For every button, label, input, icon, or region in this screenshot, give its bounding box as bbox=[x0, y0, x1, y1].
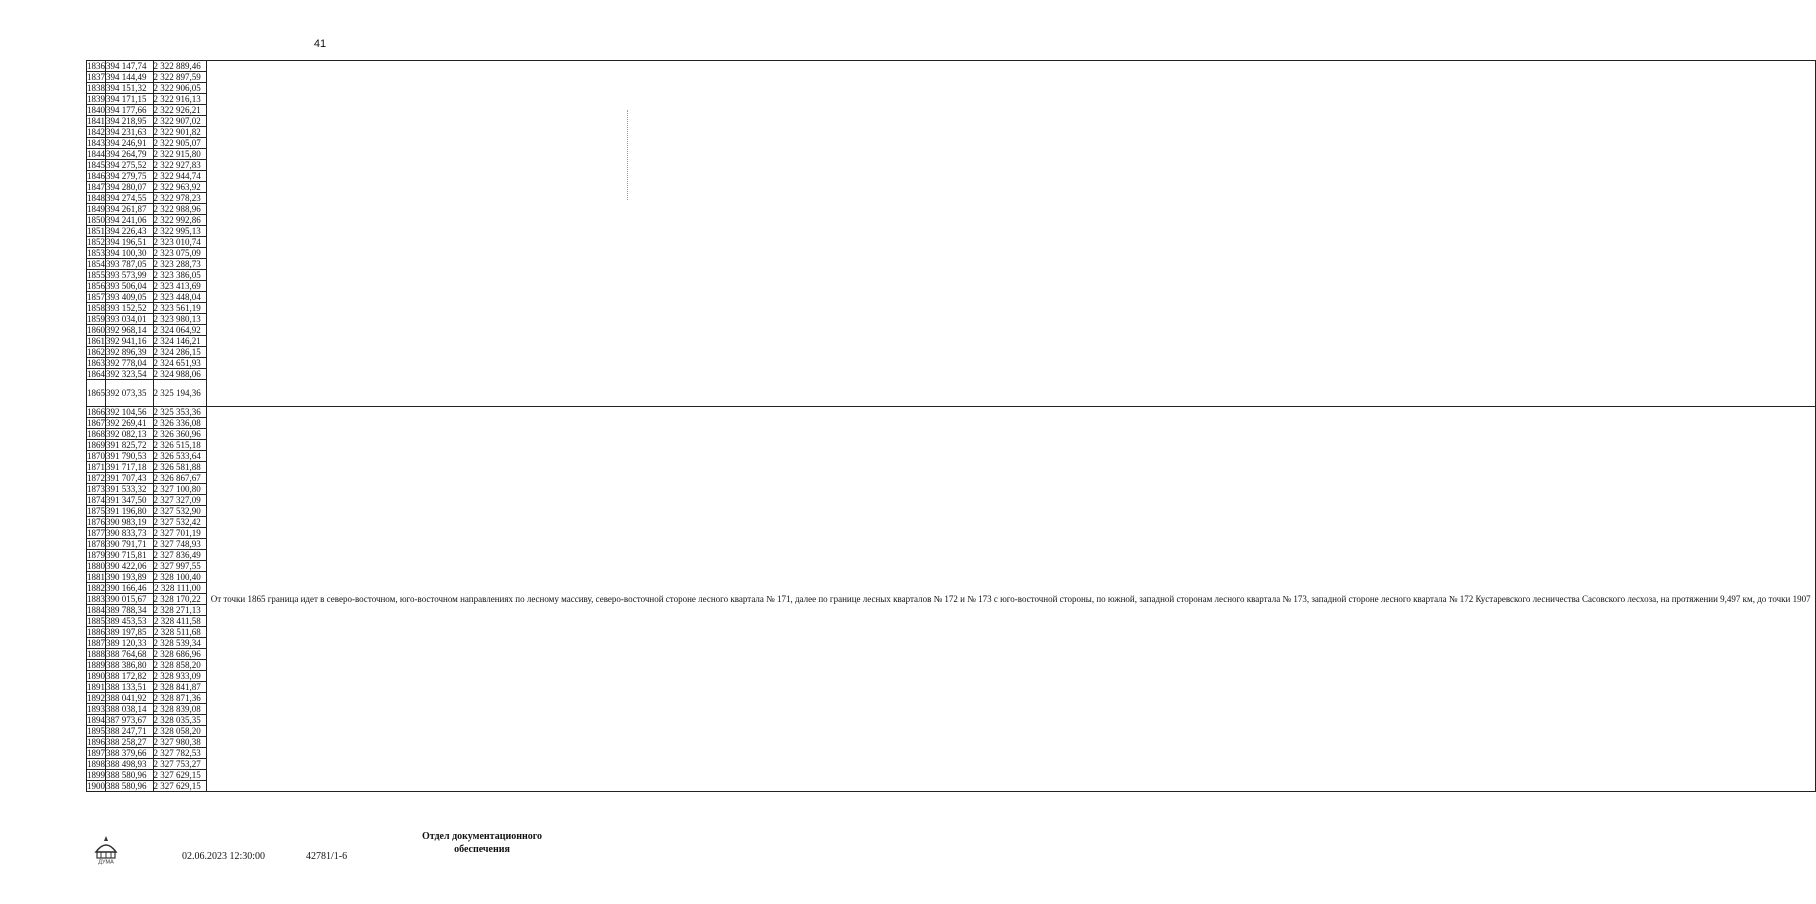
x-coordinate: 394 218,95 bbox=[106, 116, 154, 127]
x-coordinate: 389 197,85 bbox=[106, 627, 154, 638]
duma-logo-icon bbox=[90, 834, 122, 864]
y-coordinate: 2 328 686,96 bbox=[153, 649, 206, 660]
point-number: 1861 bbox=[87, 336, 105, 346]
y-coordinate: 2 323 288,73 bbox=[153, 259, 206, 270]
x-coordinate: 393 152,52 bbox=[106, 303, 154, 314]
y-coordinate: 2 322 963,92 bbox=[153, 182, 206, 193]
x-coordinate: 393 787,05 bbox=[106, 259, 154, 270]
y-coordinate: 2 322 978,23 bbox=[153, 193, 206, 204]
x-coordinate: 394 100,30 bbox=[106, 248, 154, 259]
y-coordinate: 2 328 841,87 bbox=[153, 682, 206, 693]
y-coordinate: 2 322 992,86 bbox=[153, 215, 206, 226]
y-coordinate: 2 322 906,05 bbox=[153, 83, 206, 94]
footer-document-code: 42781/1-6 bbox=[306, 851, 348, 862]
y-coordinate: 2 322 905,07 bbox=[153, 138, 206, 149]
point-number: 1863 bbox=[87, 358, 105, 368]
x-coordinate: 388 386,80 bbox=[106, 660, 154, 671]
y-coordinate: 2 322 901,82 bbox=[153, 127, 206, 138]
point-number: 1853 bbox=[87, 248, 105, 258]
point-number: 1858 bbox=[87, 303, 105, 313]
y-coordinate: 2 322 927,83 bbox=[153, 160, 206, 171]
point-number: 1845 bbox=[87, 160, 105, 170]
x-coordinate: 394 147,74 bbox=[106, 61, 154, 72]
x-coordinate: 388 580,96 bbox=[106, 781, 154, 792]
y-coordinate: 2 324 988,06 bbox=[153, 369, 206, 380]
x-coordinate: 391 790,53 bbox=[106, 451, 154, 462]
point-number: 1840 bbox=[87, 105, 105, 115]
y-coordinate: 2 327 748,93 bbox=[153, 539, 206, 550]
y-coordinate: 2 322 988,96 bbox=[153, 204, 206, 215]
y-coordinate: 2 322 889,46 bbox=[153, 61, 206, 72]
y-coordinate: 2 327 836,49 bbox=[153, 550, 206, 561]
x-coordinate: 392 269,41 bbox=[106, 418, 154, 429]
point-number: 1876 bbox=[87, 517, 105, 527]
x-coordinate: 393 034,01 bbox=[106, 314, 154, 325]
y-coordinate: 2 323 010,74 bbox=[153, 237, 206, 248]
x-coordinate: 388 041,92 bbox=[106, 693, 154, 704]
y-coordinate: 2 322 907,02 bbox=[153, 116, 206, 127]
y-coordinate: 2 327 629,15 bbox=[153, 770, 206, 781]
x-coordinate: 391 717,18 bbox=[106, 462, 154, 473]
x-coordinate: 394 261,87 bbox=[106, 204, 154, 215]
point-number: 1854 bbox=[87, 259, 105, 269]
point-number: 1841 bbox=[87, 116, 105, 126]
x-coordinate: 391 825,72 bbox=[106, 440, 154, 451]
y-coordinate: 2 322 995,13 bbox=[153, 226, 206, 237]
point-number: 1878 bbox=[87, 539, 105, 549]
y-coordinate: 2 328 539,34 bbox=[153, 638, 206, 649]
x-coordinate: 389 788,34 bbox=[106, 605, 154, 616]
point-number: 1836 bbox=[87, 61, 105, 71]
y-coordinate: 2 322 915,80 bbox=[153, 149, 206, 160]
x-coordinate: 387 973,67 bbox=[106, 715, 154, 726]
y-coordinate: 2 323 413,69 bbox=[153, 281, 206, 292]
x-coordinate: 388 133,51 bbox=[106, 682, 154, 693]
x-coordinate: 388 247,71 bbox=[106, 726, 154, 737]
table-row bbox=[87, 407, 1816, 418]
x-coordinate: 394 241,06 bbox=[106, 215, 154, 226]
page-number: 41 bbox=[313, 38, 327, 50]
boundary-description: От точки 1865 граница идет в северо-восточном, юго-восточном направлениях по лесному массиву, северо-восточной стороне лесного квартала № 171, далее по границе лесных кварталов № 172 и № 173 с юго-восточной стороны, по южной, западной сторонам лесного квартала № 173, западной стороне лесного квартала № 172 Кустаревского лесничества Сасовского лесхоза, на протяжении 9,497 км, до точки 1907 bbox=[206, 407, 1815, 792]
y-coordinate: 2 327 997,55 bbox=[153, 561, 206, 572]
x-coordinate: 394 280,07 bbox=[106, 182, 154, 193]
point-number: 1891 bbox=[87, 682, 105, 692]
point-number: 1884 bbox=[87, 605, 105, 615]
x-coordinate: 394 264,79 bbox=[106, 149, 154, 160]
point-number: 1865 bbox=[87, 380, 106, 407]
y-coordinate: 2 323 386,05 bbox=[153, 270, 206, 281]
x-coordinate: 392 778,04 bbox=[106, 358, 154, 369]
point-number: 1870 bbox=[87, 451, 105, 461]
point-number: 1877 bbox=[87, 528, 105, 538]
point-number: 1886 bbox=[87, 627, 105, 637]
y-coordinate: 2 328 111,00 bbox=[153, 583, 206, 594]
y-coordinate: 2 327 327,09 bbox=[153, 495, 206, 506]
footer-date: 02.06.2023 12:30:00 bbox=[182, 851, 266, 862]
y-coordinate: 2 328 858,20 bbox=[153, 660, 206, 671]
x-coordinate: 389 453,53 bbox=[106, 616, 154, 627]
point-number: 1898 bbox=[87, 759, 105, 769]
y-coordinate: 2 327 782,53 bbox=[153, 748, 206, 759]
x-coordinate: 394 246,91 bbox=[106, 138, 154, 149]
y-coordinate: 2 323 561,19 bbox=[153, 303, 206, 314]
y-coordinate: 2 323 075,09 bbox=[153, 248, 206, 259]
point-number: 1883 bbox=[87, 594, 105, 604]
point-number: 1873 bbox=[87, 484, 105, 494]
point-number: 1839 bbox=[87, 94, 105, 104]
y-coordinate: 2 324 286,15 bbox=[153, 347, 206, 358]
point-number: 1837 bbox=[87, 72, 105, 82]
boundary-description-empty bbox=[206, 61, 1815, 407]
table-row bbox=[87, 61, 1816, 72]
point-number: 1893 bbox=[87, 704, 105, 714]
x-coordinate: 394 226,43 bbox=[106, 226, 154, 237]
x-coordinate: 391 196,80 bbox=[106, 506, 154, 517]
point-number: 1890 bbox=[87, 671, 105, 681]
department-stamp: Отдел документационного обеспечения bbox=[421, 831, 543, 855]
y-coordinate: 2 328 933,09 bbox=[153, 671, 206, 682]
y-coordinate: 2 325 194,36 bbox=[153, 380, 206, 407]
x-coordinate: 394 151,32 bbox=[106, 83, 154, 94]
y-coordinate: 2 323 980,13 bbox=[153, 314, 206, 325]
y-coordinate: 2 328 058,20 bbox=[153, 726, 206, 737]
y-coordinate: 2 328 511,68 bbox=[153, 627, 206, 638]
x-coordinate: 389 120,33 bbox=[106, 638, 154, 649]
point-number: 1879 bbox=[87, 550, 105, 560]
point-number: 1847 bbox=[87, 182, 105, 192]
y-coordinate: 2 327 100,80 bbox=[153, 484, 206, 495]
x-coordinate: 390 166,46 bbox=[106, 583, 154, 594]
svg-text:ДУМА: ДУМА bbox=[98, 859, 114, 866]
y-coordinate: 2 323 448,04 bbox=[153, 292, 206, 303]
x-coordinate: 394 275,52 bbox=[106, 160, 154, 171]
y-coordinate: 2 322 926,21 bbox=[153, 105, 206, 116]
x-coordinate: 394 231,63 bbox=[106, 127, 154, 138]
point-number: 1868 bbox=[87, 429, 105, 439]
x-coordinate: 390 422,06 bbox=[106, 561, 154, 572]
y-coordinate: 2 322 916,13 bbox=[153, 94, 206, 105]
y-coordinate: 2 325 353,36 bbox=[153, 407, 206, 418]
y-coordinate: 2 328 839,08 bbox=[153, 704, 206, 715]
y-coordinate: 2 324 651,93 bbox=[153, 358, 206, 369]
y-coordinate: 2 322 944,74 bbox=[153, 171, 206, 182]
x-coordinate: 394 196,51 bbox=[106, 237, 154, 248]
point-number: 1855 bbox=[87, 270, 105, 280]
point-number: 1864 bbox=[87, 369, 105, 379]
y-coordinate: 2 327 532,42 bbox=[153, 517, 206, 528]
point-number: 1843 bbox=[87, 138, 105, 148]
point-number: 1851 bbox=[87, 226, 105, 236]
point-number: 1859 bbox=[87, 314, 105, 324]
x-coordinate: 391 347,50 bbox=[106, 495, 154, 506]
point-number: 1848 bbox=[87, 193, 105, 203]
point-number: 1856 bbox=[87, 281, 105, 291]
point-number: 1860 bbox=[87, 325, 105, 335]
point-number: 1889 bbox=[87, 660, 105, 670]
point-number: 1892 bbox=[87, 693, 105, 703]
y-coordinate: 2 326 533,64 bbox=[153, 451, 206, 462]
point-number: 1857 bbox=[87, 292, 105, 302]
point-number: 1846 bbox=[87, 171, 105, 181]
point-number: 1867 bbox=[87, 418, 105, 428]
x-coordinate: 391 533,32 bbox=[106, 484, 154, 495]
x-coordinate: 390 833,73 bbox=[106, 528, 154, 539]
y-coordinate: 2 327 753,27 bbox=[153, 759, 206, 770]
x-coordinate: 392 073,35 bbox=[106, 380, 154, 407]
x-coordinate: 392 968,14 bbox=[106, 325, 154, 336]
x-coordinate: 390 193,89 bbox=[106, 572, 154, 583]
x-coordinate: 390 791,71 bbox=[106, 539, 154, 550]
y-coordinate: 2 327 980,38 bbox=[153, 737, 206, 748]
point-number: 1897 bbox=[87, 748, 105, 758]
point-number: 1885 bbox=[87, 616, 105, 626]
x-coordinate: 388 764,68 bbox=[106, 649, 154, 660]
x-coordinate: 388 580,96 bbox=[106, 770, 154, 781]
point-number: 1869 bbox=[87, 440, 105, 450]
point-number: 1852 bbox=[87, 237, 105, 247]
point-number: 1875 bbox=[87, 506, 105, 516]
x-coordinate: 394 274,55 bbox=[106, 193, 154, 204]
y-coordinate: 2 327 701,19 bbox=[153, 528, 206, 539]
point-number: 1882 bbox=[87, 583, 105, 593]
point-number: 1894 bbox=[87, 715, 105, 725]
y-coordinate: 2 328 871,36 bbox=[153, 693, 206, 704]
x-coordinate: 390 715,81 bbox=[106, 550, 154, 561]
x-coordinate: 393 409,05 bbox=[106, 292, 154, 303]
x-coordinate: 392 082,13 bbox=[106, 429, 154, 440]
y-coordinate: 2 324 064,92 bbox=[153, 325, 206, 336]
y-coordinate: 2 322 897,59 bbox=[153, 72, 206, 83]
x-coordinate: 393 506,04 bbox=[106, 281, 154, 292]
point-number: 1900 bbox=[87, 781, 105, 791]
point-number: 1838 bbox=[87, 83, 105, 93]
point-number: 1874 bbox=[87, 495, 105, 505]
y-coordinate: 2 326 360,96 bbox=[153, 429, 206, 440]
x-coordinate: 393 573,99 bbox=[106, 270, 154, 281]
x-coordinate: 391 707,43 bbox=[106, 473, 154, 484]
point-number: 1887 bbox=[87, 638, 105, 648]
point-number: 1844 bbox=[87, 149, 105, 159]
y-coordinate: 2 328 170,22 bbox=[153, 594, 206, 605]
x-coordinate: 392 896,39 bbox=[106, 347, 154, 358]
x-coordinate: 394 171,15 bbox=[106, 94, 154, 105]
x-coordinate: 392 941,16 bbox=[106, 336, 154, 347]
y-coordinate: 2 327 532,90 bbox=[153, 506, 206, 517]
x-coordinate: 390 983,19 bbox=[106, 517, 154, 528]
point-number: 1896 bbox=[87, 737, 105, 747]
point-number: 1872 bbox=[87, 473, 105, 483]
x-coordinate: 388 258,27 bbox=[106, 737, 154, 748]
x-coordinate: 388 379,66 bbox=[106, 748, 154, 759]
y-coordinate: 2 328 035,35 bbox=[153, 715, 206, 726]
point-number: 1895 bbox=[87, 726, 105, 736]
y-coordinate: 2 327 629,15 bbox=[153, 781, 206, 792]
x-coordinate: 392 323,54 bbox=[106, 369, 154, 380]
point-number: 1862 bbox=[87, 347, 105, 357]
point-number: 1888 bbox=[87, 649, 105, 659]
x-coordinate: 388 172,82 bbox=[106, 671, 154, 682]
point-number: 1880 bbox=[87, 561, 105, 571]
y-coordinate: 2 328 411,58 bbox=[153, 616, 206, 627]
y-coordinate: 2 326 515,18 bbox=[153, 440, 206, 451]
y-coordinate: 2 328 100,40 bbox=[153, 572, 206, 583]
point-number: 1866 bbox=[87, 407, 105, 417]
point-number: 1842 bbox=[87, 127, 105, 137]
y-coordinate: 2 326 581,88 bbox=[153, 462, 206, 473]
point-number: 1899 bbox=[87, 770, 105, 780]
coordinates-table bbox=[86, 60, 1816, 792]
y-coordinate: 2 328 271,13 bbox=[153, 605, 206, 616]
x-coordinate: 390 015,67 bbox=[106, 594, 154, 605]
x-coordinate: 388 038,14 bbox=[106, 704, 154, 715]
point-number: 1881 bbox=[87, 572, 105, 582]
x-coordinate: 394 279,75 bbox=[106, 171, 154, 182]
x-coordinate: 394 177,66 bbox=[106, 105, 154, 116]
point-number: 1849 bbox=[87, 204, 105, 214]
y-coordinate: 2 324 146,21 bbox=[153, 336, 206, 347]
x-coordinate: 388 498,93 bbox=[106, 759, 154, 770]
x-coordinate: 392 104,56 bbox=[106, 407, 154, 418]
y-coordinate: 2 326 336,08 bbox=[153, 418, 206, 429]
y-coordinate: 2 326 867,67 bbox=[153, 473, 206, 484]
point-number: 1871 bbox=[87, 462, 105, 472]
x-coordinate: 394 144,49 bbox=[106, 72, 154, 83]
point-number: 1850 bbox=[87, 215, 105, 225]
